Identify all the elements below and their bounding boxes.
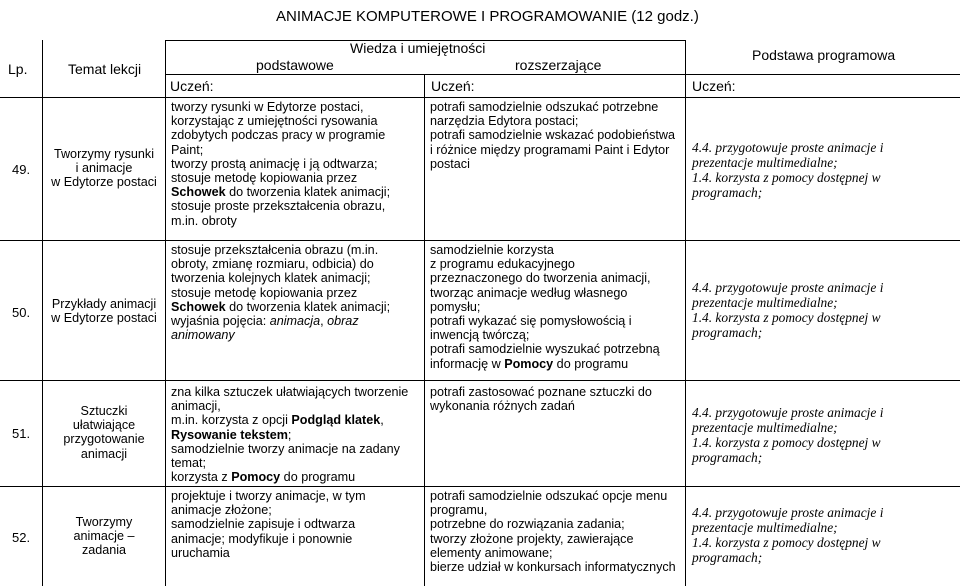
lesson-number: 50. <box>12 305 31 320</box>
lesson-topic: Przykłady animacji w Edytorze postaci <box>51 297 157 326</box>
curriculum-reference: 4.4. przygotowuje proste animacje i prezentacje multimedialne; 1.4. korzysta z pomocy dostępnej w programach; <box>692 505 884 565</box>
lesson-number: 49. <box>12 162 31 177</box>
extended-skills: samodzielnie korzysta z programu edukacyjnego przeznaczonego do tworzenia animacji, tworząc animacje według własnego pomysłu; potrafi wykazać się pomysłowością i inwencją twórczą; potrafi samodzielnie wyszukać potrzebną informację w Pomocy do programu <box>430 243 660 371</box>
header-student-extended: Uczeń: <box>431 78 475 94</box>
basic-skills: stosuje przekształcenia obrazu (m.in. obroty, zmianę rozmiaru, odbicia) do tworzenia kolejnych klatek animacji; stosuje metodę kopiowania przez Schowek do tworzenia klatek animacji; wyjaśnia pojęcia: animacja, obraz animowany <box>171 243 391 343</box>
grid-line <box>165 40 166 586</box>
lesson-topic: Sztuczki ułatwiające przygotowanie animacji <box>63 404 145 461</box>
grid-line <box>165 74 960 75</box>
extended-skills: potrafi samodzielnie odszukać opcje menu programu, potrzebne do rozwiązania zadania; tworzy złożone projekty, zawierające elementy animowane; bierze udział w konkursach informatycznych <box>430 489 676 575</box>
curriculum-reference: 4.4. przygotowuje proste animacje i prezentacje multimedialne; 1.4. korzysta z pomocy dostępnej w programach; <box>692 405 884 465</box>
basic-skills: projektuje i tworzy animacje, w tym animacje złożone; samodzielnie zapisuje i odtwarza animacje; modyfikuje i ponownie uruchamia <box>171 489 366 560</box>
grid-line <box>0 97 960 98</box>
header-student-curriculum: Uczeń: <box>692 78 736 94</box>
lesson-topic: Tworzymy animacje – zadania <box>73 515 135 558</box>
basic-skills: tworzy rysunki w Edytorze postaci, korzystając z umiejętności rysowania zdobytych podczas pracy w programie Paint; tworzy prostą animację i ją odtwarza; stosuje metodę kopiowania przez Schowek do tworzenia klatek animacji; stosuje proste przekształcenia obrazu, m.in. obroty <box>171 100 391 228</box>
header-curriculum: Podstawa programowa <box>752 47 896 63</box>
lesson-number: 51. <box>12 426 31 441</box>
basic-skills: zna kilka sztuczek ułatwiających tworzenie animacji, m.in. korzysta z opcji Podgląd klatek, Rysowanie tekstem; samodzielnie tworzy animacje na zadany temat; korzysta z Pomocy do programu <box>171 385 409 485</box>
header-knowledge: Wiedza i umiejętności <box>350 40 486 56</box>
grid-line <box>0 240 960 241</box>
header-student-basic: Uczeń: <box>170 78 214 94</box>
grid-line <box>42 40 43 586</box>
grid-line <box>0 380 960 381</box>
grid-line <box>424 74 425 586</box>
header-topic: Temat lekcji <box>68 61 142 77</box>
grid-line <box>685 40 686 586</box>
lesson-number: 52. <box>12 530 31 545</box>
header-extended: rozszerzające <box>515 57 602 73</box>
lesson-topic: Tworzymy rysunki i animacje w Edytorze postaci <box>51 147 157 190</box>
header-basic: podstawowe <box>256 57 334 73</box>
extended-skills: potrafi zastosować poznane sztuczki do wykonania różnych zadań <box>430 385 652 414</box>
grid-line <box>0 486 960 487</box>
page-title: ANIMACJE KOMPUTEROWE I PROGRAMOWANIE (12 godz.) <box>276 8 699 25</box>
extended-skills: potrafi samodzielnie odszukać potrzebne narzędzia Edytora postaci; potrafi samodzielnie wskazać podobieństwa i różnice między programami Paint i Edytor postaci <box>430 100 676 171</box>
curriculum-reference: 4.4. przygotowuje proste animacje i prezentacje multimedialne; 1.4. korzysta z pomocy dostępnej w programach; <box>692 140 884 200</box>
curriculum-reference: 4.4. przygotowuje proste animacje i prezentacje multimedialne; 1.4. korzysta z pomocy dostępnej w programach; <box>692 280 884 340</box>
header-lp: Lp. <box>8 61 28 77</box>
